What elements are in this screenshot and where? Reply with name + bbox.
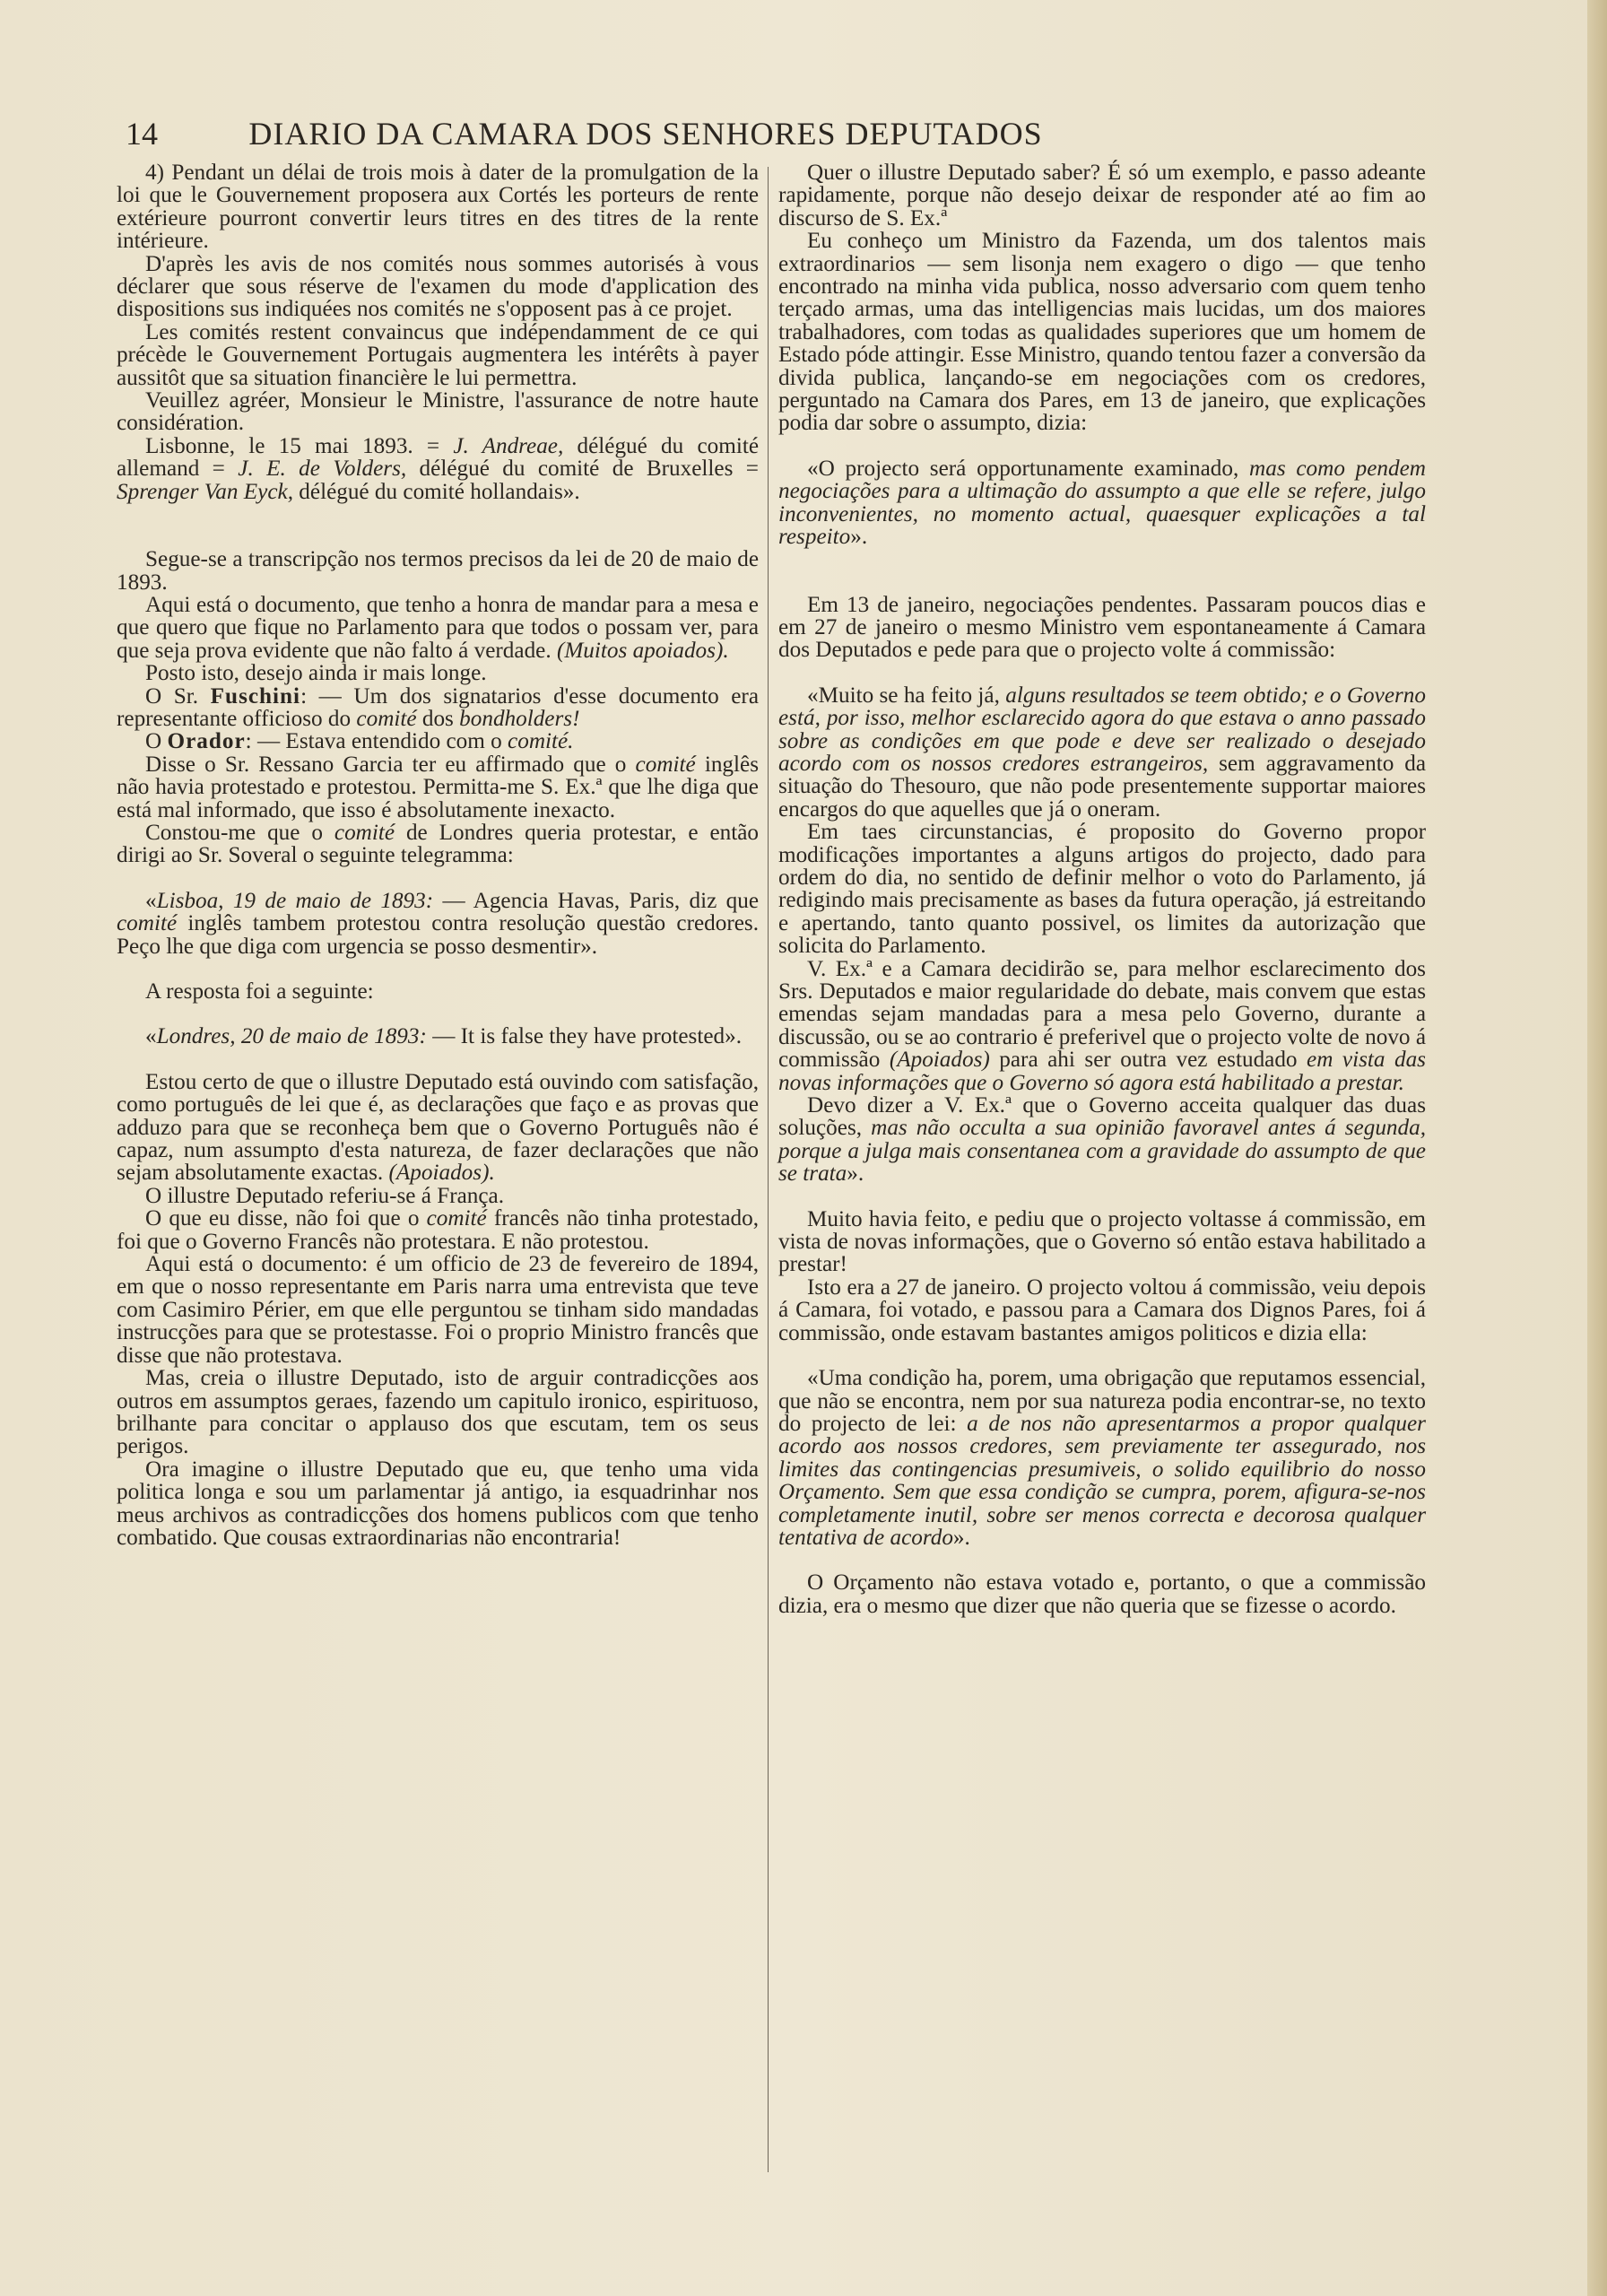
paragraph: Isto era a 27 de janeiro. O projecto voltou á commissão, veiu depois á Camara, foi votado, e passou para a Camara dos Dignos Pares, foi á commissão, onde estavam bastantes amigos politicos e dizia ella: xyxy=(778,1274,1426,1345)
quote xyxy=(778,457,1426,549)
text-italic: mas como pendem negociações para a ultimação do assumpto a que elle se refere, julgo inconvenientes, no momento actual, quaesquer explicações a tal respeito xyxy=(778,456,1426,550)
paragraph xyxy=(117,685,759,731)
quote xyxy=(778,1367,1426,1549)
paragraph: Aqui está o documento: é um officio de 23 de fevereiro de 1894, em que o nosso representante em Paris narra uma entrevista que teve com Casimiro Périer, em que elle perguntou se tinham sido mandadas instrucções para que se protestasse. Foi o proprio Ministro francês que disse que não protestava. xyxy=(117,1252,759,1368)
text-run: O que eu disse, não foi que o xyxy=(145,1206,427,1231)
text-italic: a de nos não apresentarmos a propor qualquer acordo aos nossos credores, sem previamente ter assegurado, nos limites das contingencias presumiveis, o solido equilibrio do nosso Orçamento. Sem que essa condição se cumpra, porem, afigura-se-nos completamente inutil, sobre ser menos correcta e decorosa qualquer tentativa de acordo xyxy=(778,1411,1426,1550)
text-italic: Londres, 20 de maio de 1893: xyxy=(156,1024,427,1049)
paragraph xyxy=(117,1071,759,1185)
paragraph: Mas, creia o illustre Deputado, isto de arguir contradicções aos outros em assumptos geraes, fazendo um capitulo ironico, espirituoso, brilhante para concitar o applauso dos que escutam, tem os seus perigos. xyxy=(117,1366,759,1459)
text-italic: comité xyxy=(117,911,178,936)
quote xyxy=(778,684,1426,821)
text-run: Devo dizer a V. Ex.ª que o Governo acceita qualquer das duas soluções, xyxy=(778,1093,1426,1141)
interjection: (Apoiados) xyxy=(889,1048,990,1073)
paragraph: Em 13 de janeiro, negociações pendentes. Passaram poucos dias e em 27 de janeiro o mesmo Ministro vem espontaneamente á Camara dos Deputados e pede para que o projecto volte á commissão: xyxy=(778,592,1426,663)
text-run: ». xyxy=(850,525,868,550)
paragraph xyxy=(117,730,759,752)
text-run: Disse o Sr. Ressano Garcia ter eu affirmado que o xyxy=(145,752,636,777)
telegram-quote xyxy=(117,890,759,958)
text-run: : — Estava entendido com o xyxy=(245,729,508,754)
speaker-name: Orador xyxy=(167,729,246,754)
signatory-name: J. Andreae, xyxy=(453,433,564,458)
paragraph: Quer o illustre Deputado saber? É só um exemplo, e passo adeante rapidamente, porque não desejo deixar de responder até ao fim ao discurso de S. Ex.ª xyxy=(778,161,1426,230)
text-run: «Muito se ha feito já, xyxy=(807,683,1006,708)
paragraph xyxy=(117,594,759,662)
page-number: 14 xyxy=(126,116,158,152)
text-run: de Londres queria protestar, e então dirigi ao Sr. Soveral o seguinte telegramma: xyxy=(117,820,759,868)
text-run: «Uma condição ha, porem, uma obrigação que reputamos essencial, que não se encontra, nem por sua natureza podia encontrar-se, no texto do projecto de lei: xyxy=(778,1366,1426,1436)
paragraph: Les comités restent convaincus que indépendamment de ce qui précède le Gouvernement Portugais augmentera les intérêts à payer aussitôt que sa situation financière le lui permettra. xyxy=(117,319,759,390)
paragraph: Veuillez agréer, Monsieur le Ministre, l'assurance de notre haute considération. xyxy=(117,388,759,436)
text-run: Lisbonne, le 15 mai 1893. = xyxy=(145,433,454,458)
text-run: O Sr. xyxy=(145,683,211,709)
running-title: DIARIO DA CAMARA DOS SENHORES DEPUTADOS xyxy=(248,116,1043,152)
quote xyxy=(778,1094,1426,1186)
text-run: para ahi ser outra vez estudado xyxy=(989,1048,1307,1073)
text-run: ». xyxy=(952,1525,970,1550)
signature-paragraph xyxy=(117,435,759,503)
text-run: ». xyxy=(847,1161,864,1187)
signatory-name: Sprenger Van Eyck, xyxy=(117,479,293,504)
text-run: sem aggravamento da situação do Thesouro, que não pode presentemente supportar maiores encargos do que aquelles que já o oneram. xyxy=(778,751,1426,822)
text-run: francês não tinha protestado, foi que o Governo Francês não protestara. E não protestou. xyxy=(117,1206,760,1254)
text-italic: comité xyxy=(334,820,395,845)
text-run: inglês não havia protestado e protestou. Permitta-me S. Ex.ª que lhe diga que está mal informado, que isso é absolutamente inexacto. xyxy=(117,752,759,822)
paragraph xyxy=(117,822,759,867)
text-run: « xyxy=(145,1024,157,1049)
text-run: — Agencia Havas, Paris, diz que xyxy=(433,888,759,913)
page-header xyxy=(126,115,1166,158)
paragraph: O illustre Deputado referiu-se á França. xyxy=(145,1183,505,1208)
paragraph: A resposta foi a seguinte: xyxy=(145,979,374,1004)
paragraph: Muito havia feito, e pediu que o projecto voltasse á commissão, em vista de novas informações, que o Governo só então estava habilitado a prestar! xyxy=(778,1206,1426,1277)
text-run: inglês tambem protestou contra resolução questão credores. Peço lhe que diga com urgencia se posso desmentir». xyxy=(117,911,759,959)
text-run: délégué du comité allemand = xyxy=(117,433,759,482)
paragraph: Ora imagine o illustre Deputado que eu, que tenho uma vida politica longa e sou um parlamentar já antigo, ia esquadrinhar nos meus archivos as contradicções dos homens publicos com que tenho combatido. Que cousas extraordinarias não encontraria! xyxy=(117,1457,759,1550)
text-run: dos xyxy=(416,706,460,731)
left-column xyxy=(117,161,759,1549)
text-run: Estou certo de que o illustre Deputado está ouvindo com satisfação, como português de lei que é, as declarações que faço e as provas que adduzo para que se reconheça bem que o Governo Português não é capaz, num assumpto d'esta natureza, de fazer declarações que não sejam absolutamente exactas. xyxy=(117,1069,759,1186)
text-run: : — Um dos signatarios d'esse documento era representante officioso do xyxy=(117,683,759,731)
text-italic: comité. xyxy=(508,729,574,754)
text-italic: bondholders! xyxy=(459,706,580,731)
text-run: délégué du comité hollandais». xyxy=(293,479,580,504)
interjection: (Muitos apoiados). xyxy=(556,638,729,663)
column-divider xyxy=(768,167,769,2172)
text-run: — It is false they have protested». xyxy=(426,1024,743,1049)
text-italic: comité xyxy=(356,706,417,731)
paragraph: Segue-se a transcripção nos termos precisos da lei de 20 de maio de 1893. xyxy=(117,547,759,595)
text-italic: Lisboa, 19 de maio de 1893: xyxy=(156,888,434,913)
text-italic: em vista das novas informações que o Governo só agora está habilitado a prestar. xyxy=(778,1048,1426,1095)
quote xyxy=(778,958,1426,1094)
paragraph: D'après les avis de nos comités nous sommes autorisés à vous déclarer que sous réserve de l'examen du mode d'application des dispositions sus indiquées nos comités ne s'opposent pas à ce projet. xyxy=(117,251,759,322)
paragraph: Posto isto, desejo ainda ir mais longe. xyxy=(145,661,487,686)
text-run: «O projecto será opportunamente examinado, xyxy=(807,456,1250,481)
quote: Em taes circunstancias, é proposito do Governo propor modificações importantes a alguns artigos do projecto, dado para ordem do dia, no sentido de definir melhor o voto do Parlamento, já redigindo mais precisamente as bases da futura operação, já estreitando e apertando, tanto quanto possivel, os limites da autorização que solicita do Parlamento. xyxy=(778,820,1426,959)
text-run: O xyxy=(145,729,168,754)
signatory-name: J. E. de Volders, xyxy=(238,457,407,482)
paragraph: O Orçamento não estava votado e, portanto, o que a commissão dizia, era o mesmo que dizer que não queria que se fizesse o acordo. xyxy=(778,1570,1426,1618)
paragraph xyxy=(117,1207,759,1253)
telegram-quote xyxy=(117,1025,759,1048)
text-run: délégué du comité de Bruxelles = xyxy=(406,457,759,482)
page-edge xyxy=(1587,0,1607,2296)
text-italic: comité xyxy=(426,1206,487,1231)
paragraph: 4) Pendant un délai de trois mois à dater de la promulgation de la loi que le Gouvernement proposera aux Cortés les porteurs de rente extérieure pourront convertir leurs titres en des titres de la rente intérieure. xyxy=(117,161,759,254)
text-run: Aqui está o documento, que tenho a honra de mandar para a mesa e que quero que fique no Parlamento para que todos o possam ver, para que seja prova evidente que não falto á verdade. xyxy=(117,592,759,663)
text-run: V. Ex.ª e a Camara decidirão se, para melhor esclarecimento dos Srs. Deputados e maior regularidade do debate, mais convem que estas emendas sejam mandadas para a mesa pelo Governo, durante a discussão, ou se ao contrario é preferivel que o projecto volte de novo á commissão xyxy=(778,956,1426,1073)
text-run: « xyxy=(145,888,157,913)
right-column xyxy=(778,161,1426,1617)
paragraph: Eu conheço um Ministro da Fazenda, um dos talentos mais extraordinarios — sem lisonja nem exagero o digo — que tenho encontrado na minha vida publica, nosso adversario com quem tenho terçado armas, uma das intelligencias mais lucidas, um dos maiores trabalhadores, com todas as qualidades superiores que um homem de Estado póde attingir. Esse Ministro, quando tentou fazer a conversão da divida publica, lançando-se em negociações com os credores, perguntado na Camara dos Pares, em 13 de janeiro, que explicações podia dar sobre o assumpto, dizia: xyxy=(778,229,1426,436)
interjection: (Apoiados). xyxy=(388,1161,495,1186)
text-run: Constou-me que o xyxy=(145,820,334,845)
text-italic: alguns resultados se teem obtido; e o Governo está, por isso, melhor esclarecido agora do que estava o anno passado sobre as condições em que pode e deve ser realizado o desejado acordo com os nossos credores estrangeiros, xyxy=(778,683,1426,776)
text-italic: comité xyxy=(635,752,696,777)
text-italic: mas não occulta a sua opinião favoravel antes á segunda, porque a julga mais consentanea com a gravidade do assumpto de que se trata xyxy=(778,1116,1426,1187)
speaker-name: Fuschini xyxy=(210,683,301,709)
paragraph xyxy=(117,753,759,822)
